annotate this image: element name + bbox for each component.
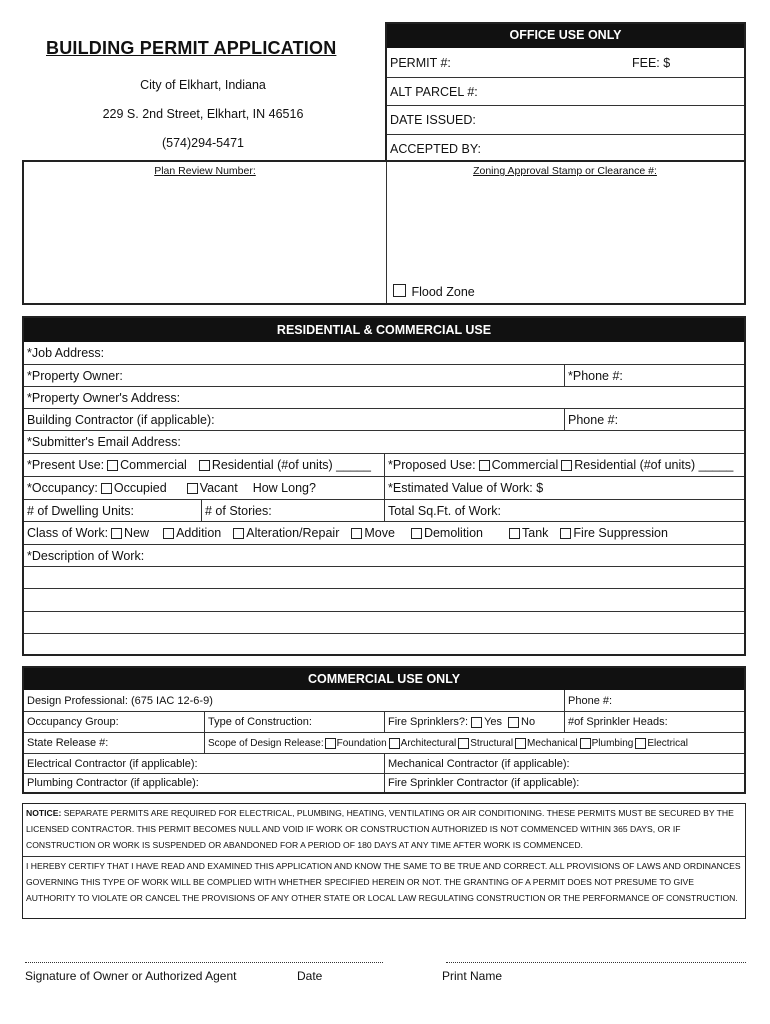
fire-sprinklers-label: Fire Sprinklers?:	[388, 716, 469, 728]
contractor-label: Building Contractor (if applicable):	[27, 412, 215, 427]
present-use-row	[24, 453, 744, 476]
demolition-checkbox[interactable]	[411, 528, 422, 539]
proposed-residential-label: Residential (#of units) _____	[574, 458, 734, 472]
structural-checkbox[interactable]	[458, 738, 469, 749]
notice-body: SEPARATE PERMITS ARE REQUIRED FOR ELECTRICAL, PLUMBING, HEATING, VENTILATING OR AIR CONDITIONING. THESE PERMITS MUST BE SECURED BY THE LICENSED CONTRACTOR. THIS PERMIT BECOMES NULL AND VOID IF WORK OR CONSTRUCTION AUTHORIZED IS NOT COMMENCED WITHIN 365 DAYS, OR IF CONSTRUCTION OR WORK IS SUSPENDED OR ABANDONED FOR A PERIOD OF 180 DAYS AT ANY TIME AFTER WORK IS COMMENCED.	[26, 808, 734, 850]
description-line-1[interactable]	[24, 566, 744, 588]
signature-line[interactable]	[25, 962, 383, 963]
date-label: Date	[297, 969, 323, 983]
description-line-2[interactable]	[24, 588, 744, 611]
plumbing-checkbox[interactable]	[580, 738, 591, 749]
addition-checkbox[interactable]	[163, 528, 174, 539]
flood-zone-label: Flood Zone	[411, 285, 475, 299]
sprinkler-no-label: No	[521, 716, 536, 728]
new-checkbox[interactable]	[111, 528, 122, 539]
occupancy-group-label: Occupancy Group:	[27, 716, 119, 728]
present-commercial-checkbox[interactable]	[107, 460, 118, 471]
accepted-by-row[interactable]	[387, 134, 744, 162]
zoning-label: Zoning Approval Stamp or Clearance #:	[473, 165, 657, 177]
job-address-row[interactable]	[24, 342, 744, 364]
print-name-label: Print Name	[442, 969, 503, 983]
property-owner-label: *Property Owner:	[27, 368, 123, 383]
permit-row[interactable]	[387, 48, 744, 77]
state-release-row	[24, 732, 744, 753]
permit-label: PERMIT #:	[390, 55, 451, 70]
construction-type-label: Type of Construction:	[208, 716, 312, 728]
description-line-4[interactable]	[24, 633, 744, 654]
notice-box	[22, 803, 746, 919]
electrical-contractor-row[interactable]	[24, 753, 744, 773]
stories-label: # of Stories:	[205, 503, 272, 518]
electrical-contractor-label: Electrical Contractor (if applicable):	[27, 757, 198, 770]
plan-review-box	[22, 160, 746, 305]
sprinkler-yes-label: Yes	[484, 716, 503, 728]
accepted-by-label: ACCEPTED BY:	[390, 141, 481, 156]
office-use-header: OFFICE USE ONLY	[387, 24, 744, 48]
alteration-label: Alteration/Repair	[246, 526, 340, 540]
present-residential-checkbox[interactable]	[199, 460, 210, 471]
proposed-commercial-label: Commercial	[491, 458, 559, 472]
alteration-checkbox[interactable]	[233, 528, 244, 539]
fire-suppression-checkbox[interactable]	[560, 528, 571, 539]
design-professional-label: Design Professional: (675 IAC 12-6-9)	[27, 694, 213, 707]
description-row[interactable]	[24, 544, 744, 566]
occupancy-label: *Occupancy:	[27, 481, 98, 495]
vacant-checkbox[interactable]	[187, 483, 198, 494]
notice-text	[23, 804, 745, 856]
fire-sprinkler-contractor-label: Fire Sprinkler Contractor (if applicable):	[388, 777, 580, 789]
new-label: New	[124, 526, 150, 540]
residential-section	[22, 316, 746, 656]
mechanical-checkbox[interactable]	[515, 738, 526, 749]
scope-label: Scope of Design Release:	[208, 737, 324, 749]
form-title: BUILDING PERMIT APPLICATION	[46, 38, 337, 58]
class-of-work-label: Class of Work:	[27, 526, 109, 540]
alt-parcel-row[interactable]	[387, 77, 744, 105]
plumbing-contractor-label: Plumbing Contractor (if applicable):	[27, 777, 199, 789]
present-commercial-label: Commercial	[120, 458, 187, 472]
owner-address-row[interactable]	[24, 386, 744, 408]
dwelling-row[interactable]	[24, 499, 744, 521]
sprinkler-yes-checkbox[interactable]	[471, 717, 482, 728]
date-issued-label: DATE ISSUED:	[390, 113, 476, 127]
electrical-label: Electrical	[647, 737, 688, 749]
fire-suppression-label: Fire Suppression	[573, 526, 668, 540]
present-use-label: *Present Use:	[27, 458, 105, 472]
addition-label: Addition	[176, 526, 222, 540]
fee-label: FEE: $	[632, 55, 671, 70]
sprinkler-no-checkbox[interactable]	[508, 717, 519, 728]
owner-address-label: *Property Owner's Address:	[27, 390, 181, 405]
certify-text: I HEREBY CERTIFY THAT I HAVE READ AND EXAMINED THIS APPLICATION AND KNOW THE SAME TO BE TRUE AND CORRECT. ALL PROVISIONS OF LAWS AND ORDINANCES GOVERNING THIS TYPE OF WORK WILL BE COMPLIED WITH WHETHER SPECIFIED HEREIN OR NOT. THE GRANTING OF A PERMIT DOES NOT PRESUME TO GIVE AUTHORITY TO VIOLATE OR CANCEL THE PROVISIONS OF ANY OTHER STATE OR LOCAL LAW REGULATING CONSTRUCTION OR THE PERFORMANCE OF CONSTRUCTION.	[23, 856, 745, 908]
proposed-use-label: *Proposed Use:	[388, 458, 476, 472]
office-use-box	[385, 22, 746, 162]
architectural-label: Architectural	[400, 737, 457, 749]
mechanical-contractor-label: Mechanical Contractor (if applicable):	[388, 757, 570, 770]
plan-review-label: Plan Review Number:	[154, 165, 256, 177]
design-phone-label: Phone #:	[568, 694, 613, 707]
description-label: *Description of Work:	[27, 548, 145, 563]
present-residential-label: Residential (#of units) _____	[211, 458, 371, 472]
commercial-header: COMMERCIAL USE ONLY	[24, 668, 744, 690]
occupied-label: Occupied	[113, 481, 167, 495]
address-line: 229 S. 2nd Street, Elkhart, IN 46516	[102, 107, 304, 121]
description-line-3[interactable]	[24, 611, 744, 633]
total-sqft-label: Total Sq.Ft. of Work:	[388, 503, 502, 518]
class-of-work-row	[24, 521, 744, 544]
alt-parcel-label: ALT PARCEL #:	[390, 84, 478, 99]
owner-phone-label: *Phone #:	[568, 368, 623, 383]
signature-label: Signature of Owner or Authorized Agent	[25, 969, 237, 983]
proposed-commercial-checkbox[interactable]	[479, 460, 490, 471]
flood-zone-checkbox[interactable]	[393, 284, 406, 297]
design-professional-row[interactable]	[24, 690, 744, 711]
estimated-value-label: *Estimated Value of Work: $	[388, 481, 544, 495]
job-address-label: *Job Address:	[27, 346, 105, 360]
phone-line: (574)294-5471	[161, 136, 244, 150]
foundation-checkbox[interactable]	[325, 738, 336, 749]
contractor-row[interactable]	[24, 408, 744, 430]
architectural-checkbox[interactable]	[389, 738, 400, 749]
mechanical-label: Mechanical	[527, 737, 578, 749]
how-long-label: How Long?	[252, 481, 316, 495]
occupancy-group-row	[24, 711, 744, 732]
proposed-residential-checkbox[interactable]	[561, 460, 572, 471]
vacant-label: Vacant	[199, 481, 238, 495]
property-owner-row[interactable]	[24, 364, 744, 386]
foundation-label: Foundation	[336, 737, 387, 749]
contractor-phone-label: Phone #:	[568, 412, 619, 427]
sprinkler-heads-label: #of Sprinkler Heads:	[568, 716, 668, 728]
flood-zone-option[interactable]	[390, 284, 475, 299]
structural-label: Structural	[470, 737, 514, 749]
print-name-line[interactable]	[446, 962, 746, 963]
email-row[interactable]	[24, 430, 744, 453]
move-checkbox[interactable]	[351, 528, 362, 539]
occupied-checkbox[interactable]	[101, 483, 112, 494]
date-issued-row[interactable]	[387, 105, 744, 134]
plumbing-contractor-row[interactable]	[24, 773, 744, 792]
email-label: *Submitter's Email Address:	[27, 435, 181, 449]
demolition-label: Demolition	[423, 526, 483, 540]
commercial-section	[22, 666, 746, 794]
electrical-checkbox[interactable]	[635, 738, 646, 749]
residential-header: RESIDENTIAL & COMMERCIAL USE	[24, 318, 744, 342]
notice-label: NOTICE:	[26, 808, 62, 818]
tank-checkbox[interactable]	[509, 528, 520, 539]
dwelling-units-label: # of Dwelling Units:	[27, 503, 134, 518]
tank-label: Tank	[522, 526, 549, 540]
move-label: Move	[364, 526, 395, 540]
occupancy-row	[24, 476, 744, 499]
plumbing-label: Plumbing	[591, 737, 634, 749]
city-line: City of Elkhart, Indiana	[140, 78, 266, 92]
state-release-label: State Release #:	[27, 737, 109, 749]
